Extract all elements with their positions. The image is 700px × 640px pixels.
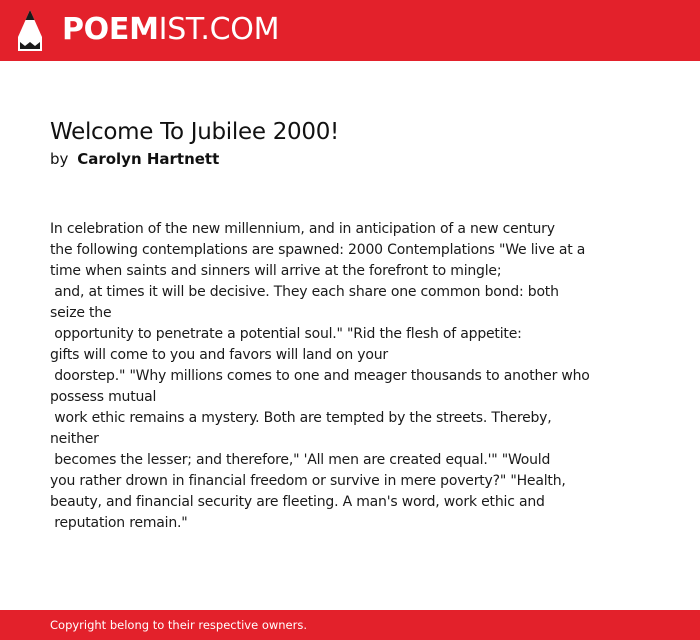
pencil-logo-icon[interactable] [16,9,44,52]
poem-line: doorstep." "Why millions comes to one and meager thousands to another who [50,368,590,384]
poem-line: the following contemplations are spawned: 2000 Contemplations "We live at a [50,242,586,258]
poem-body [50,219,650,534]
poem-line: possess mutual [50,389,157,405]
poem-line: becomes the lesser; and therefore," 'All men are created equal.'" "Would [50,452,551,468]
poem-line: In celebration of the new millennium, and in anticipation of a new century [50,221,555,237]
copyright-text: Copyright belong to their respective owners. [50,618,308,632]
poem-line: time when saints and sinners will arrive at the forefront to mingle; [50,263,502,279]
byline [50,149,219,169]
poem-line: you rather drown in financial freedom or survive in mere poverty?" "Health, [50,473,566,489]
poem-line: neither [50,431,99,447]
site-footer [0,610,700,640]
poem-line: work ethic remains a mystery. Both are tempted by the streets. Thereby, [50,410,552,426]
poem-line: beauty, and financial security are fleeting. A man's word, work ethic and [50,494,545,510]
poem-line: gifts will come to you and favors will land on your [50,347,388,363]
author-name: Carolyn Hartnett [77,150,220,168]
site-logo[interactable] [62,12,279,48]
poem-line: and, at times it will be decisive. They each share one common bond: both [50,284,559,300]
site-header [0,0,700,61]
logo-bold-text: POEM [62,12,159,47]
by-label: by [50,150,69,168]
logo-light-text: IST.COM [158,12,280,47]
poem-line: reputation remain." [50,515,188,531]
poem-line: opportunity to penetrate a potential soul." "Rid the flesh of appetite: [50,326,522,342]
poem-line: seize the [50,305,112,321]
poem-title: Welcome To Jubilee 2000! [50,119,339,145]
